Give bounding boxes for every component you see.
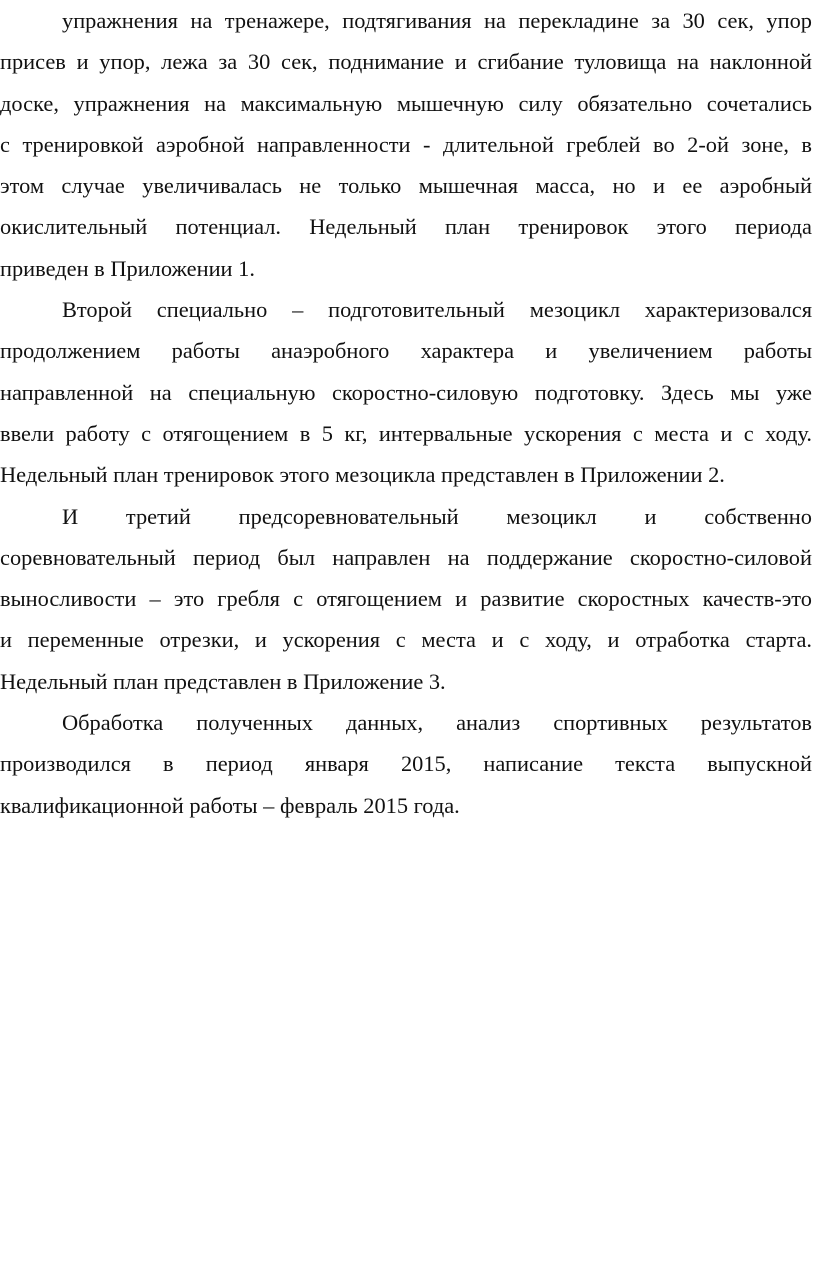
- text-line: и переменные отрезки, и ускорения с места и с ходу, и отработка старта.: [0, 627, 812, 653]
- text-line: окислительный потенциал. Недельный план тренировок этого периода: [0, 214, 812, 240]
- paragraph-second-mesocycle: [0, 289, 812, 495]
- text-line: этом случае увеличивалась не только мышечная масса, но и ее аэробный: [0, 173, 812, 199]
- text-line: приведен в Приложении 1.: [0, 255, 255, 281]
- text-line: квалификационной работы – февраль 2015 года.: [0, 792, 460, 818]
- text-line: с тренировкой аэробной направленности - длительной греблей во 2-ой зоне, в: [0, 131, 812, 157]
- text-line: продолжением работы анаэробного характера и увеличением работы: [0, 338, 812, 364]
- text-line: Недельный план тренировок этого мезоцикла представлен в Приложении 2.: [0, 462, 725, 488]
- text-line: доске, упражнения на максимальную мышечную силу обязательно сочетались: [0, 90, 812, 116]
- text-line: И третий предсоревновательный мезоцикл и собственно: [62, 503, 812, 529]
- paragraph-continuation: [0, 0, 812, 289]
- text-line: Второй специально – подготовительный мезоцикл характеризовался: [62, 297, 812, 323]
- text-line: соревновательный период был направлен на поддержание скоростно-силовой: [0, 544, 812, 570]
- paragraph-data-processing: [0, 702, 812, 826]
- text-line: производился в период января 2015, написание текста выпускной: [0, 751, 812, 777]
- text-line: выносливости – это гребля с отягощением и развитие скоростных качеств-это: [0, 586, 812, 612]
- text-line: упражнения на тренажере, подтягивания на перекладине за 30 сек, упор: [62, 8, 812, 33]
- text-line: Недельный план представлен в Приложение 3.: [0, 668, 446, 694]
- text-line: направленной на специальную скоростно-силовую подготовку. Здесь мы уже: [0, 379, 812, 405]
- paragraph-third-mesocycle: [0, 496, 812, 702]
- text-line: ввели работу с отягощением в 5 кг, интервальные ускорения с места и с ходу.: [0, 420, 812, 446]
- text-line: Обработка полученных данных, анализ спортивных результатов: [62, 710, 812, 736]
- text-line: присев и упор, лежа за 30 сек, поднимание и сгибание туловища на наклонной: [0, 49, 812, 75]
